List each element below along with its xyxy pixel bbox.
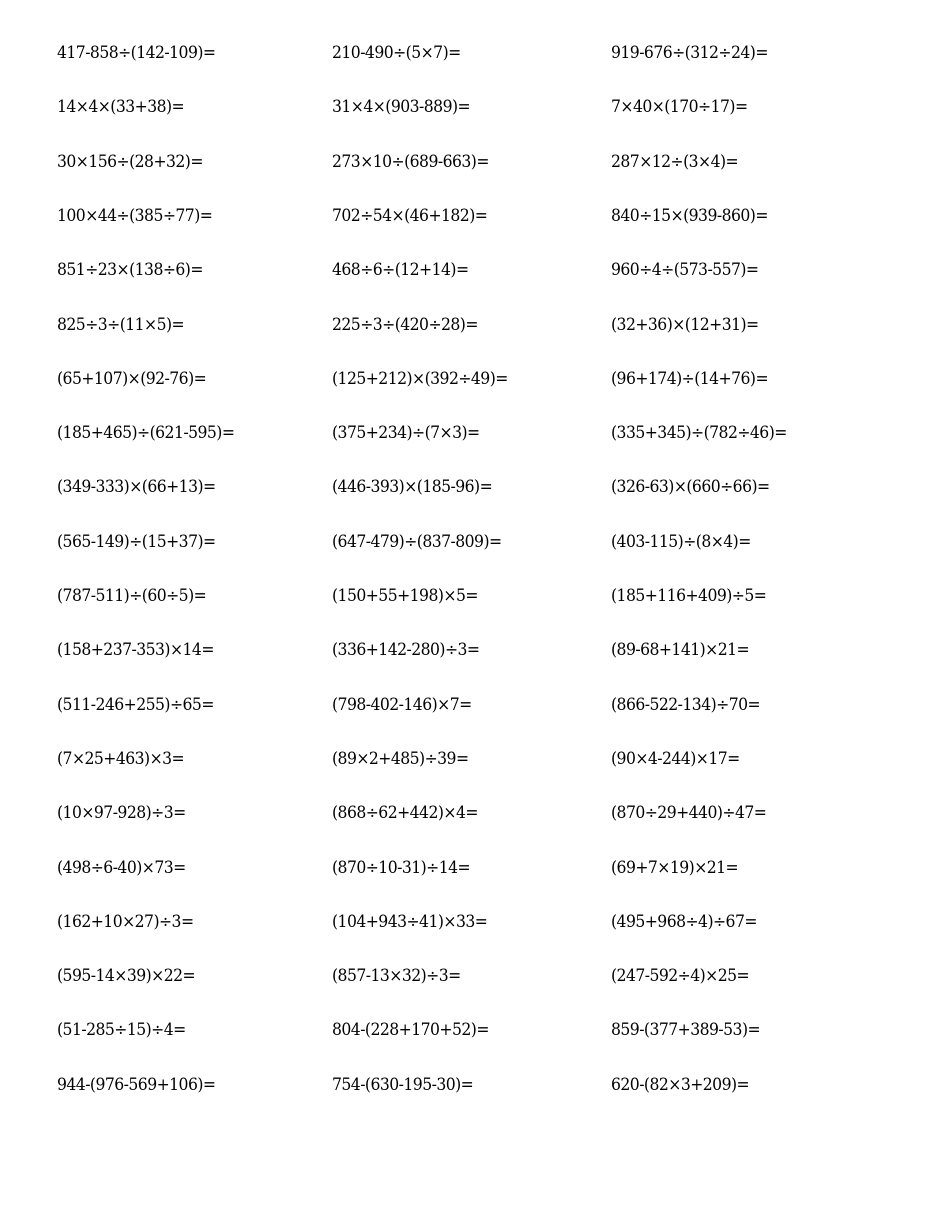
math-problem: 804-(228+170+52)= bbox=[332, 1020, 489, 1040]
problem-row bbox=[0, 798, 950, 828]
problem-row bbox=[0, 1015, 950, 1045]
math-problem: 919-676÷(312÷24)= bbox=[611, 43, 768, 63]
math-problem: (150+55+198)×5= bbox=[332, 586, 478, 606]
math-problem: (51-285÷15)÷4= bbox=[57, 1020, 186, 1040]
math-problem: (870÷29+440)÷47= bbox=[611, 803, 767, 823]
math-problem: (857-13×32)÷3= bbox=[332, 966, 461, 986]
math-problem: (89-68+141)×21= bbox=[611, 640, 750, 660]
math-problem: 417-858÷(142-109)= bbox=[57, 43, 216, 63]
math-problem: (565-149)÷(15+37)= bbox=[57, 532, 216, 552]
problem-row bbox=[0, 581, 950, 611]
math-problem: (595-14×39)×22= bbox=[57, 966, 196, 986]
problem-row bbox=[0, 201, 950, 231]
problem-row bbox=[0, 147, 950, 177]
problem-row bbox=[0, 92, 950, 122]
math-problem: (335+345)÷(782÷46)= bbox=[611, 423, 787, 443]
problem-row bbox=[0, 418, 950, 448]
math-problem: (247-592÷4)×25= bbox=[611, 966, 750, 986]
problem-row bbox=[0, 690, 950, 720]
problem-row bbox=[0, 635, 950, 665]
math-problem: (336+142-280)÷3= bbox=[332, 640, 480, 660]
math-problem: (7×25+463)×3= bbox=[57, 749, 185, 769]
problem-row bbox=[0, 527, 950, 557]
math-problem: 944-(976-569+106)= bbox=[57, 1075, 216, 1095]
math-problem: (498÷6-40)×73= bbox=[57, 858, 186, 878]
math-problem: (158+237-353)×14= bbox=[57, 640, 214, 660]
math-problem: (10×97-928)÷3= bbox=[57, 803, 186, 823]
math-problem: (446-393)×(185-96)= bbox=[332, 477, 493, 497]
problem-row bbox=[0, 38, 950, 68]
math-problem: (96+174)÷(14+76)= bbox=[611, 369, 769, 389]
math-problem: (69+7×19)×21= bbox=[611, 858, 739, 878]
math-problem: (647-479)÷(837-809)= bbox=[332, 532, 502, 552]
math-problem: (787-511)÷(60÷5)= bbox=[57, 586, 207, 606]
math-problem: 100×44÷(385÷77)= bbox=[57, 206, 213, 226]
math-problem: 620-(82×3+209)= bbox=[611, 1075, 750, 1095]
math-problem: (403-115)÷(8×4)= bbox=[611, 532, 751, 552]
problem-row bbox=[0, 744, 950, 774]
problem-row bbox=[0, 1070, 950, 1100]
math-problem: (798-402-146)×7= bbox=[332, 695, 472, 715]
math-problem: (65+107)×(92-76)= bbox=[57, 369, 207, 389]
math-problem: (870÷10-31)÷14= bbox=[332, 858, 471, 878]
problem-row bbox=[0, 961, 950, 991]
math-problem: 960÷4÷(573-557)= bbox=[611, 260, 759, 280]
math-problem: (90×4-244)×17= bbox=[611, 749, 740, 769]
math-problem: 754-(630-195-30)= bbox=[332, 1075, 474, 1095]
math-problem: 840÷15×(939-860)= bbox=[611, 206, 768, 226]
math-problem: 825÷3÷(11×5)= bbox=[57, 315, 185, 335]
problem-row bbox=[0, 907, 950, 937]
math-problem: 7×40×(170÷17)= bbox=[611, 97, 748, 117]
math-problem: (185+465)÷(621-595)= bbox=[57, 423, 235, 443]
math-problem: 702÷54×(46+182)= bbox=[332, 206, 488, 226]
math-problem: 225÷3÷(420÷28)= bbox=[332, 315, 478, 335]
math-problem: 31×4×(903-889)= bbox=[332, 97, 471, 117]
math-problem: (349-333)×(66+13)= bbox=[57, 477, 216, 497]
math-problem: (162+10×27)÷3= bbox=[57, 912, 194, 932]
problem-row bbox=[0, 472, 950, 502]
math-problem: (89×2+485)÷39= bbox=[332, 749, 469, 769]
problem-row bbox=[0, 255, 950, 285]
math-problem: 30×156÷(28+32)= bbox=[57, 152, 203, 172]
problem-row bbox=[0, 364, 950, 394]
math-problem: (125+212)×(392÷49)= bbox=[332, 369, 508, 389]
math-problem: 468÷6÷(12+14)= bbox=[332, 260, 469, 280]
math-problem: 210-490÷(5×7)= bbox=[332, 43, 461, 63]
math-problem: (104+943÷41)×33= bbox=[332, 912, 488, 932]
math-problem: 273×10÷(689-663)= bbox=[332, 152, 489, 172]
math-problem: (495+968÷4)÷67= bbox=[611, 912, 757, 932]
math-problem: (866-522-134)÷70= bbox=[611, 695, 761, 715]
math-problem: 851÷23×(138÷6)= bbox=[57, 260, 203, 280]
math-problem: (32+36)×(12+31)= bbox=[611, 315, 759, 335]
math-problem: (375+234)÷(7×3)= bbox=[332, 423, 480, 443]
math-problem: 859-(377+389-53)= bbox=[611, 1020, 761, 1040]
math-problem: 14×4×(33+38)= bbox=[57, 97, 185, 117]
math-problem: 287×12÷(3×4)= bbox=[611, 152, 739, 172]
problem-row bbox=[0, 310, 950, 340]
math-problem: (868÷62+442)×4= bbox=[332, 803, 478, 823]
math-problem: (185+116+409)÷5= bbox=[611, 586, 767, 606]
math-problem: (511-246+255)÷65= bbox=[57, 695, 214, 715]
problem-row bbox=[0, 853, 950, 883]
math-problem: (326-63)×(660÷66)= bbox=[611, 477, 770, 497]
